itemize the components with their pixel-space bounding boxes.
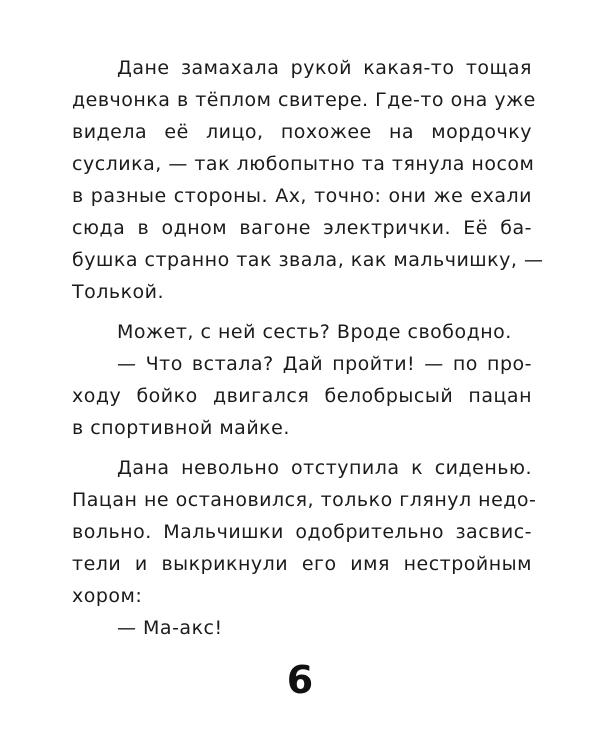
page-number: 6 xyxy=(286,658,314,702)
text-line: сюда в одном вагоне электрички. Её ба- xyxy=(72,217,532,239)
text-line: видела её лицо, похожее на мордочку xyxy=(72,121,532,143)
text-line: девчонка в тёплом свитере. Где-то она уже xyxy=(72,89,536,111)
text-line: Пацан не остановился, только глянул недо- xyxy=(72,489,537,511)
text-line: вольно. Мальчишки одобрительно засвис- xyxy=(72,521,532,543)
text-line: хором: xyxy=(72,585,143,607)
text-line: в спортивной майке. xyxy=(72,417,290,439)
text-line: в разные стороны. Ах, точно: они же ехали xyxy=(72,185,532,207)
text-line: суслика, — так любопытно та тянула носом xyxy=(72,153,535,175)
text-line: Толькой. xyxy=(72,281,165,303)
text-line: ходу бойко двигался белобрысый пацан xyxy=(72,385,532,407)
text-line: — Что встала? Дай пройти! — по про- xyxy=(117,353,532,375)
text-line: Дане замахала рукой какая-то тощая xyxy=(117,57,532,79)
text-line: — Ма-акс! xyxy=(117,617,223,639)
text-line: Дана невольно отступила к сиденью. xyxy=(117,457,532,479)
text-line: тели и выкрикнули его имя нестройным xyxy=(72,553,532,575)
text-line: бушка странно так звала, как мальчишку, — xyxy=(72,249,544,271)
text-line: Может, с ней сесть? Вроде свободно. xyxy=(117,321,512,343)
body-text xyxy=(72,52,544,644)
